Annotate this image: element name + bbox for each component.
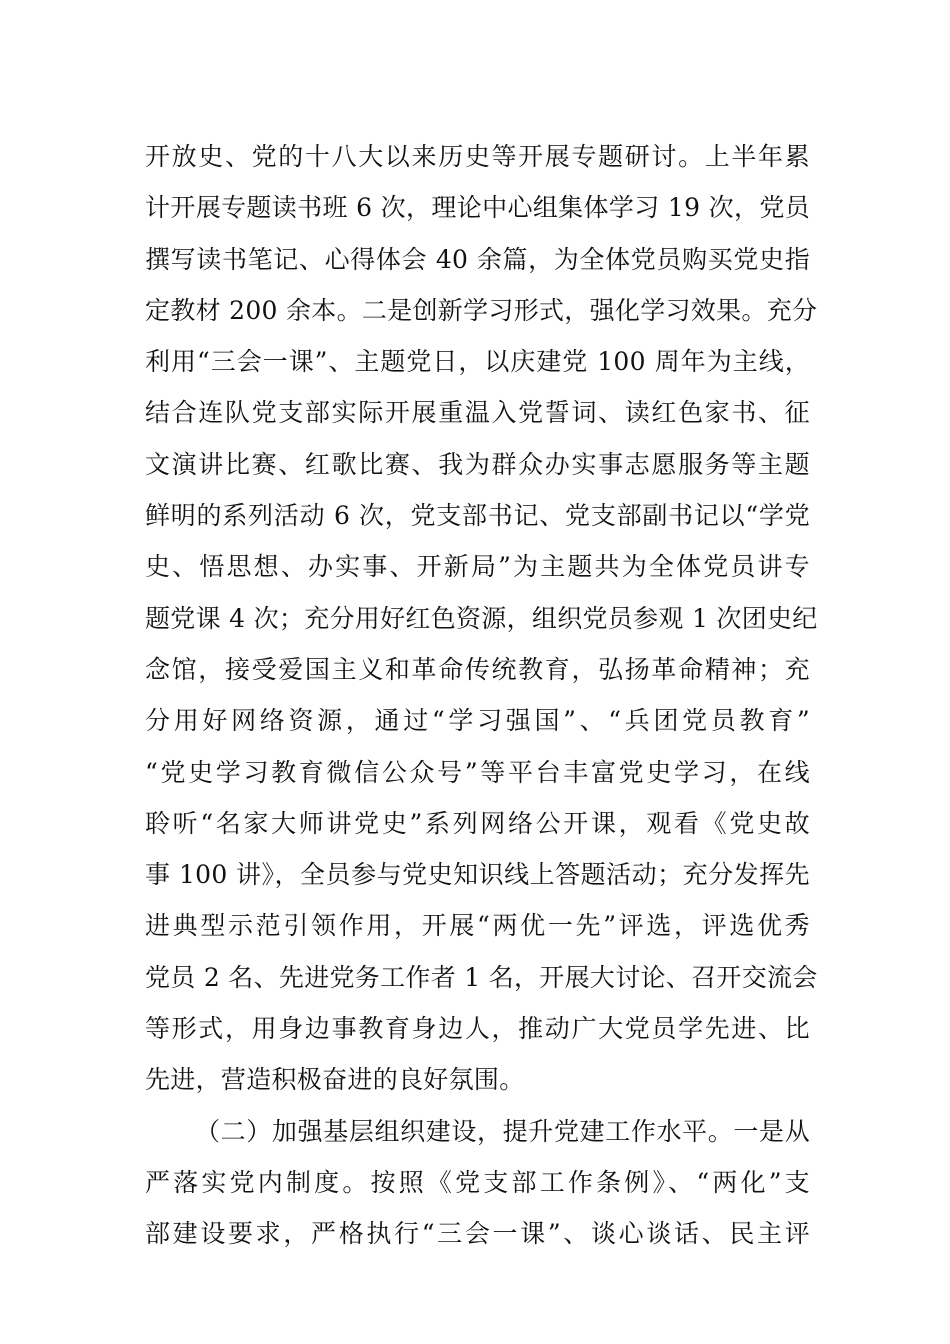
text-line: 事 100 讲》，全员参与党史知识线上答题活动；充分发挥先	[145, 860, 810, 890]
text-line: “党史学习教育微信公众号”等平台丰富党史学习，在线	[145, 757, 810, 787]
text-line: 分用好网络资源，通过“学习强国”、“兵团党员教育”	[145, 706, 810, 736]
text-line: 文演讲比赛、红歌比赛、我为群众办实事志愿服务等主题	[145, 449, 810, 479]
text-line: 结合连队党支部实际开展重温入党誓词、读红色家书、征	[145, 398, 810, 428]
text-line: 撰写读书笔记、心得体会 40 余篇，为全体党员购买党史指	[145, 244, 810, 274]
text-line: 等形式，用身边事教育身边人，推动广大党员学先进、比	[145, 1014, 810, 1044]
text-line: 利用“三会一课”、主题党日，以庆建党 100 周年为主线，	[145, 347, 810, 377]
text-line: 计开展专题读书班 6 次，理论中心组集体学习 19 次，党员	[145, 193, 810, 223]
text-line: 念馆，接受爱国主义和革命传统教育，弘扬革命精神；充	[145, 654, 810, 684]
text-line: 鲜明的系列活动 6 次，党支部书记、党支部副书记以“学党	[145, 501, 810, 531]
text-line: 题党课 4 次；充分用好红色资源，组织党员参观 1 次团史纪	[145, 603, 818, 633]
paragraph-end-line: 先进，营造积极奋进的良好氛围。	[145, 1065, 525, 1095]
body-text	[145, 131, 818, 1260]
text-line: 史、悟思想、办实事、开新局”为主题共为全体党员讲专	[145, 552, 810, 582]
text-line: 聆听“名家大师讲党史”系列网络公开课，观看《党史故	[145, 808, 810, 838]
text-line: 开放史、党的十八大以来历史等开展专题研讨。上半年累	[145, 142, 810, 171]
section-heading-line: （二）加强基层组织建设，提升党建工作水平。一是从	[195, 1116, 810, 1146]
text-line: 部建设要求，严格执行“三会一课”、谈心谈话、民主评	[145, 1219, 810, 1249]
text-line: 进典型示范引领作用，开展“两优一先”评选，评选优秀	[145, 911, 810, 941]
text-line: 定教材 200 余本。二是创新学习形式，强化学习效果。充分	[145, 295, 818, 325]
text-line: 党员 2 名、先进党务工作者 1 名，开展大讨论、召开交流会	[145, 962, 818, 992]
text-line: 严落实党内制度。按照《党支部工作条例》、“两化”支	[145, 1167, 810, 1197]
